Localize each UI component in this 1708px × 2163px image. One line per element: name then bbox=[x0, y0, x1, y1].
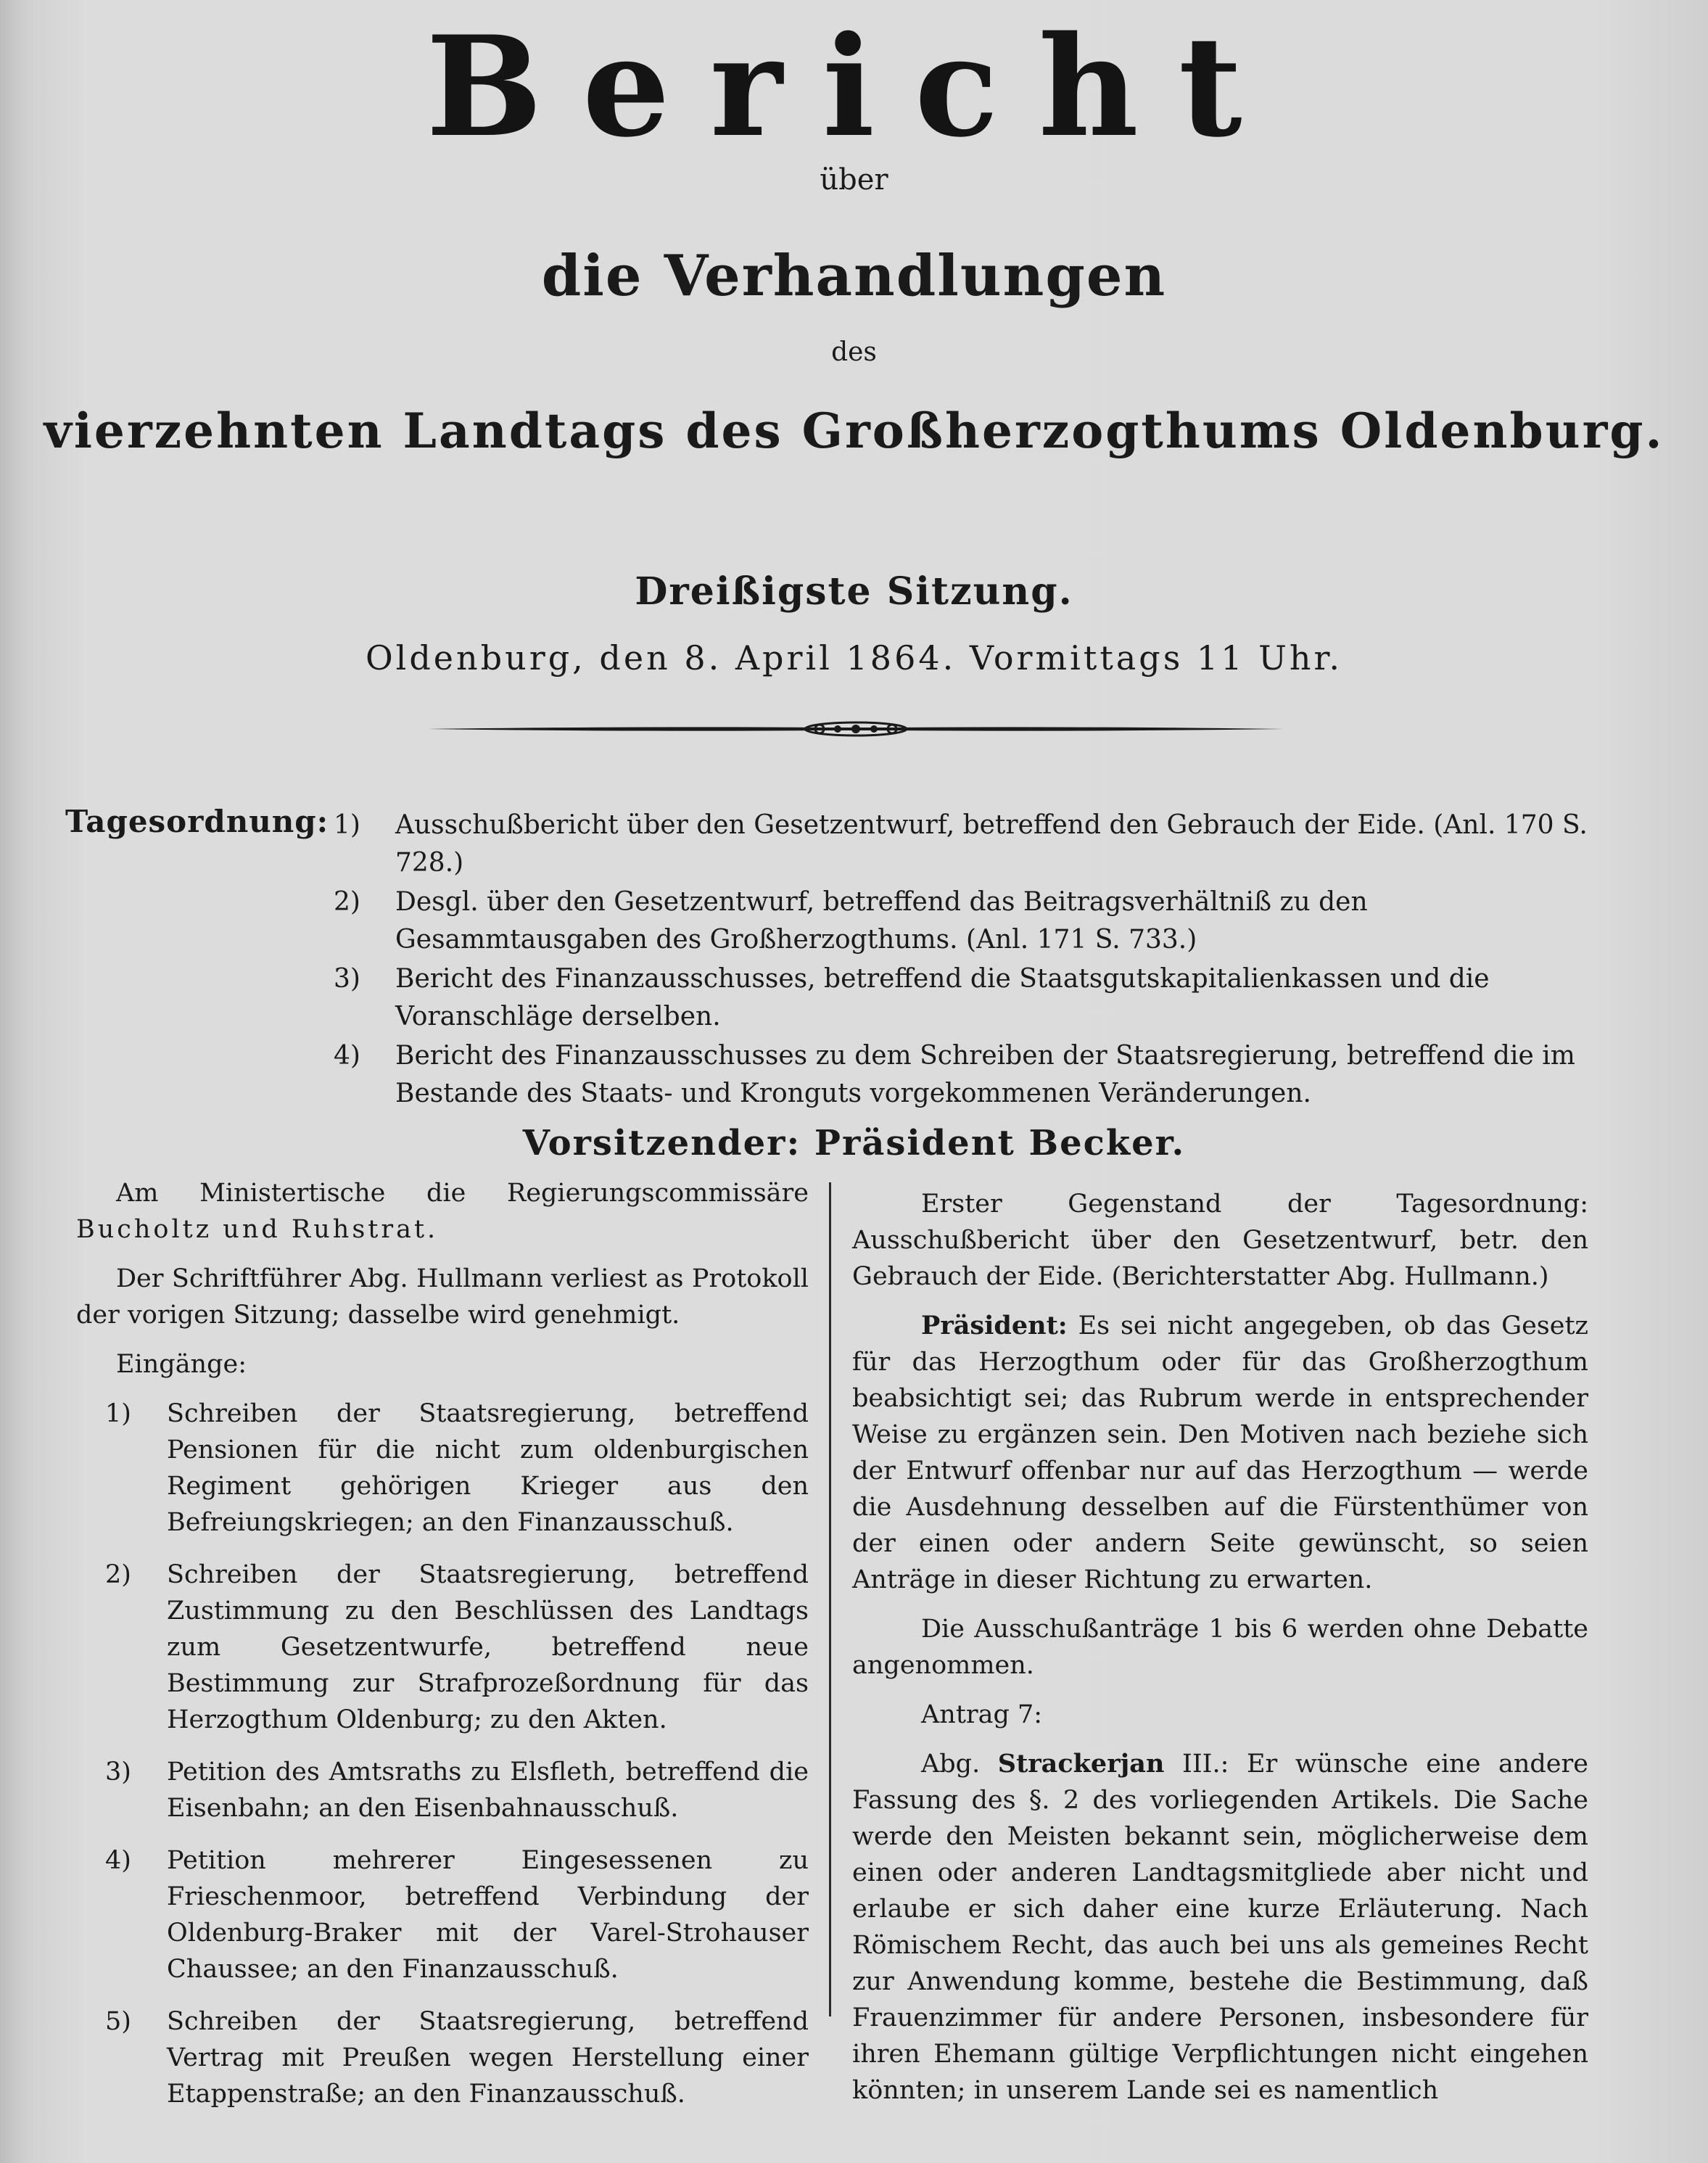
eingaenge-label: Eingänge: bbox=[116, 1350, 247, 1379]
eingang-item bbox=[105, 1754, 809, 1826]
chair-heading: Vorsitzender: Präsident Becker. bbox=[522, 1123, 1186, 1163]
eingang-text: Petition des Amtsraths zu Elsfleth, betreffend die Eisenbahn; an den Eisenbahnausschuß. bbox=[167, 1758, 809, 1823]
eingang-number: 1) bbox=[105, 1399, 131, 1428]
agenda-item-text: Desgl. über den Gesetzentwurf, betreffend das Beitragsverhältniß zu den Gesammtausgaben des Großherzogthums. (Anl. 171 S. 733.) bbox=[395, 887, 1368, 955]
eingang-item bbox=[105, 1396, 809, 1541]
session-heading: Dreißigste Sitzung. bbox=[635, 569, 1073, 614]
motions-accepted-paragraph: Die Ausschußanträge 1 bis 6 werden ohne Debatte angenommen. bbox=[852, 1615, 1588, 1680]
eingang-number: 2) bbox=[105, 1560, 131, 1589]
eingang-item bbox=[105, 1842, 809, 1987]
agenda-list bbox=[334, 807, 1599, 1114]
motion-heading: Antrag 7: bbox=[921, 1700, 1043, 1729]
agenda-item-number: 2) bbox=[334, 887, 360, 917]
agenda-item-number: 1) bbox=[334, 810, 360, 840]
eingang-number: 5) bbox=[105, 2007, 131, 2036]
president-paragraph bbox=[852, 1308, 1588, 1598]
ministry-text: Am Ministertische die Regierungscommissäre bbox=[116, 1179, 809, 1208]
subtitle-des: des bbox=[831, 337, 877, 367]
subtitle-landtag: vierzehnten Landtags des Großherzogthums Oldenburg. bbox=[44, 403, 1664, 459]
agenda-subject-paragraph: Erster Gegenstand der Tagesordnung: Ausschußbericht über den Gesetzentwurf, betr. den Gebrauch der Eide. (Berichterstatter Abg. Hullmann.) bbox=[852, 1190, 1588, 1291]
subtitle-verhandlungen: die Verhandlungen bbox=[541, 243, 1167, 309]
eingang-number: 4) bbox=[105, 1846, 131, 1875]
ornament-divider bbox=[428, 714, 1284, 743]
eingang-item bbox=[105, 2003, 809, 2112]
ministry-paragraph bbox=[76, 1175, 809, 1248]
protocol-paragraph: Der Schriftführer Abg. Hullmann verliest as Protokoll der vorigen Sitzung; dasselbe wird genehmigt. bbox=[76, 1264, 809, 1330]
commissioner-names: Bucholtz und Ruhstrat. bbox=[76, 1215, 439, 1244]
speaker-president: Präsident: bbox=[921, 1311, 1068, 1340]
eingang-item bbox=[105, 1557, 809, 1738]
speaker-suffix: III.: bbox=[1182, 1750, 1229, 1779]
eingang-text: Schreiben der Staatsregierung, betreffend Vertrag mit Preußen wegen Herstellung einer Etappenstraße; an den Finanzausschuß. bbox=[167, 2007, 809, 2109]
agenda-item-text: Bericht des Finanzausschusses, betreffend die Staatsgutskapitalienkassen und die Voranschläge derselben. bbox=[395, 964, 1490, 1031]
agenda-item-text: Ausschußbericht über den Gesetzentwurf, betreffend den Gebrauch der Eide. (Anl. 170 S. 728.) bbox=[395, 810, 1588, 878]
eingang-text: Schreiben der Staatsregierung, betreffend Pensionen für die nicht zum oldenburgischen Regiment gehörigen Krieger aus den Befreiungskriegen; an den Finanzausschuß. bbox=[167, 1399, 809, 1537]
agenda-label: Tagesordnung: bbox=[65, 804, 329, 839]
agenda-item bbox=[334, 883, 1599, 959]
column-divider bbox=[829, 1182, 831, 2016]
agenda-item-number: 4) bbox=[334, 1041, 360, 1071]
agenda-item-text: Bericht des Finanzausschusses zu dem Schreiben der Staatsregierung, betreffend die im Bestande des Staats- und Kronguts vorgekommenen Veränderungen. bbox=[395, 1041, 1575, 1108]
subtitle-ueber: über bbox=[820, 163, 888, 197]
president-statement: Es sei nicht angegeben, ob das Gesetz für das Herzogthum oder für das Großherzogthum beabsichtigt sei; das Rubrum werde in entsprechender Weise zu ergänzen sein. Den Motiven nach beziehe sich der Entwurf offenbar nur auf das Herzogthum — werde die Ausdehnung desselben auf die Fürstenthümer von der einen oder andern Seite gewünscht, so seien Anträge in dieser Richtung zu erwarten. bbox=[852, 1311, 1588, 1594]
agenda-item bbox=[334, 960, 1599, 1036]
eingang-number: 3) bbox=[105, 1758, 131, 1787]
strackerjan-statement: Er wünsche eine andere Fassung des §. 2 des vorliegenden Artikels. Die Sache werde den Meisten bekannt sein, möglicherweise dem einen oder anderen Landtagsmitgliede aber nicht und erlaube er sich daher eine kurze Erläuterung. Nach Römischem Recht, das auch bei uns als gemeines Recht zur Anwendung komme, bestehe die Bestimmung, daß Frauenzimmer für andere Personen, insbesondere für ihren Ehemann gültige Verpflichtungen nicht eingehen könnten; in unserem Lande sei es namentlich bbox=[852, 1750, 1588, 2105]
abg-prefix: Abg. bbox=[921, 1750, 981, 1779]
right-column bbox=[852, 1186, 1588, 2122]
document-title: Bericht bbox=[426, 6, 1282, 168]
agenda-item bbox=[334, 1037, 1599, 1113]
dateline: Oldenburg, den 8. April 1864. Vormittags 11 Uhr. bbox=[365, 638, 1343, 677]
eingang-text: Petition mehrerer Eingesessenen zu Frieschenmoor, betreffend Verbindung der Oldenburg-Braker mit der Varel-Strohauser Chaussee; an den Finanzausschuß. bbox=[167, 1846, 809, 1984]
speaker-strackerjan: Strackerjan bbox=[997, 1749, 1165, 1779]
eingang-text: Schreiben der Staatsregierung, betreffend Zustimmung zu den Beschlüssen des Landtags zum Gesetzentwurfe, betreffend neue Bestimmung zur Strafprozeßordnung für das Herzogthum Oldenburg; zu den Akten. bbox=[167, 1560, 809, 1734]
strackerjan-paragraph bbox=[852, 1746, 1588, 2109]
left-column bbox=[76, 1175, 809, 2128]
agenda-item bbox=[334, 807, 1599, 882]
agenda-item-number: 3) bbox=[334, 964, 360, 994]
